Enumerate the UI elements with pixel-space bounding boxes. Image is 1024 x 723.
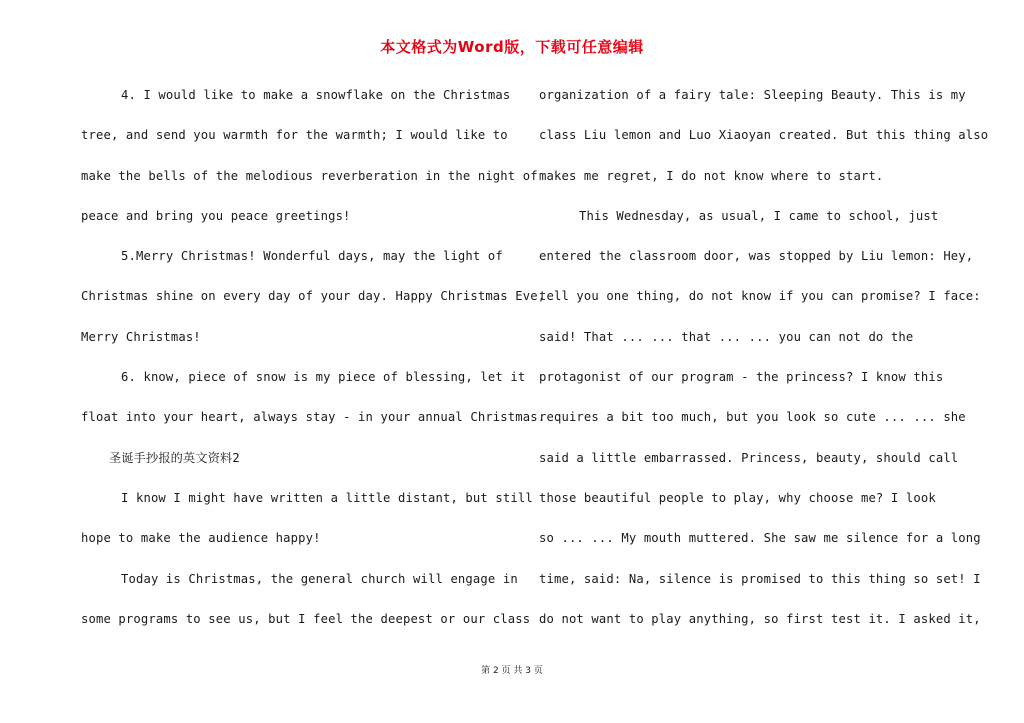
text-line: 圣诞手抄报的英文资料2 — [109, 450, 240, 465]
text-line: some programs to see us, but I feel the deepest or our class — [81, 611, 531, 626]
text-line: requires a bit too much, but you look so cute ... ... she — [539, 410, 966, 425]
text-line: 4. I would like to make a snowflake on the Christmas — [121, 88, 511, 102]
text-line: time, said: Na, silence is promised to this thing so set! I — [539, 571, 981, 586]
text-line: protagonist of our program - the princess? I know this — [539, 370, 944, 385]
text-line: Merry Christmas! — [81, 329, 201, 344]
text-line: entered the classroom door, was stopped by Liu lemon: Hey, — [539, 249, 974, 264]
text-line: so ... ... My mouth muttered. She saw me silence for a long — [539, 531, 981, 546]
text-line: hope to make the audience happy! — [81, 531, 321, 546]
text-line: tell you one thing, do not know if you can promise? I face: — [539, 289, 981, 304]
text-line: said a little embarrassed. Princess, beauty, should call — [539, 450, 959, 465]
text-line: I know I might have written a little distant, but still — [121, 490, 533, 505]
page-number-footer: 第 2 页 共 3 页 — [481, 666, 543, 676]
text-line: said! That ... ... that ... ... you can not do the — [539, 329, 914, 344]
text-line: peace and bring you peace greetings! — [81, 208, 351, 223]
text-line: float into your heart, always stay - in your annual Christmas. — [81, 410, 546, 425]
text-line: do not want to play anything, so first test it. I asked it, — [539, 611, 981, 626]
text-line: Today is Christmas, the general church will engage in — [121, 571, 518, 586]
text-line: make the bells of the melodious reverberation in the night of — [81, 168, 538, 183]
right-text-column — [539, 80, 989, 644]
text-line: Christmas shine on every day of your day. Happy Christmas Eve, — [81, 289, 546, 304]
text-line: This Wednesday, as usual, I came to school, just — [579, 208, 939, 223]
text-line: organization of a fairy tale: Sleeping Beauty. This is my — [539, 88, 966, 102]
text-line: class Liu lemon and Luo Xiaoyan created. But this thing also — [539, 128, 989, 143]
text-line: makes me regret, I do not know where to start. — [539, 168, 884, 183]
text-line: tree, and send you warmth for the warmth; I would like to — [81, 128, 508, 143]
text-line: 5.Merry Christmas! Wonderful days, may the light of — [121, 249, 503, 264]
document-header-title: 本文格式为Word版，下载可任意编辑 — [380, 38, 644, 56]
left-text-column — [81, 80, 546, 644]
text-line: 6. know, piece of snow is my piece of blessing, let it — [121, 370, 526, 385]
text-line: those beautiful people to play, why choose me? I look — [539, 490, 936, 505]
